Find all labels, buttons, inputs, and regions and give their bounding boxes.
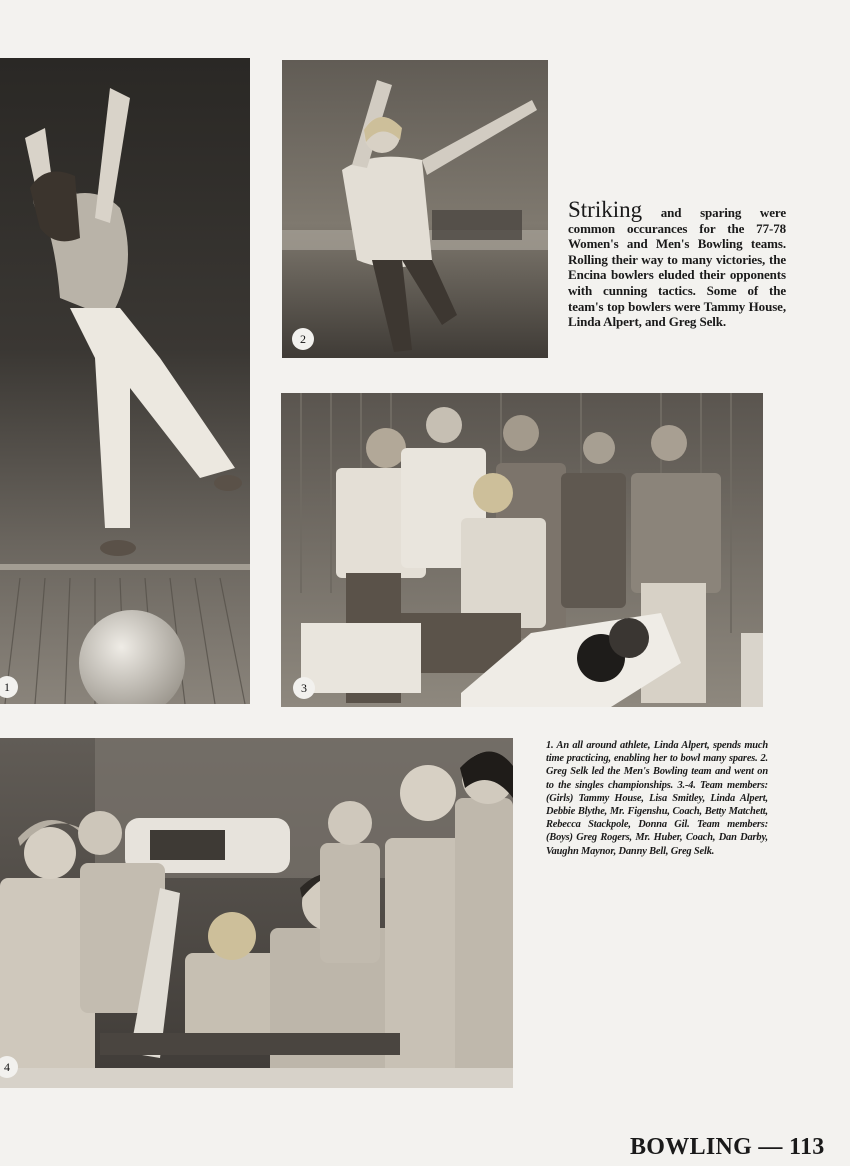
photo-3-boys-team bbox=[281, 393, 763, 707]
photo-4-girls-team bbox=[0, 738, 513, 1088]
photo-3-number-badge: 3 bbox=[293, 677, 315, 699]
photo-1-number-badge: 1 bbox=[0, 676, 18, 698]
intro-lead-word: Striking bbox=[568, 197, 643, 222]
photo-3-image bbox=[281, 393, 763, 707]
intro-paragraph bbox=[568, 197, 786, 330]
page-footer-section-title: BOWLING — 113 bbox=[630, 1134, 825, 1160]
photo-captions: 1. An all around athlete, Linda Alpert, spends much time practicing, enabling her to bowl many spares. 2. Greg Selk led the Men's Bowling team and went on to the singles championships. 3.-4. Team members: (Girls) Tammy House, Lisa Smitley, Linda Alpert, Debbie Blythe, Mr. Figenshu, Coach, Betty Matchett, Rebecca Stackpole, Donna Gil. Team members: (Boys) Greg Rogers, Mr. Huber, Coach, Dan Darby, Vaughn Maynor, Danny Bell, Greg Selk. bbox=[546, 740, 768, 857]
photo-2-number-badge: 2 bbox=[292, 328, 314, 350]
intro-body: and sparing were common occurances for the 77-78 Women's and Men's Bowling teams. Rolling their way to many victories, the Encina bowlers eluded their opponents with cunning tactics. Some of the team's top bowlers were Tammy House, Linda Alpert, and Greg Selk. bbox=[568, 205, 786, 330]
photo-2-image bbox=[282, 60, 548, 358]
photo-4-number-badge: 4 bbox=[0, 1056, 18, 1078]
photo-1-image bbox=[0, 58, 250, 704]
photo-4-image bbox=[0, 738, 513, 1088]
photo-2-bowler-greg bbox=[282, 60, 548, 358]
photo-1-bowler-linda bbox=[0, 58, 250, 704]
